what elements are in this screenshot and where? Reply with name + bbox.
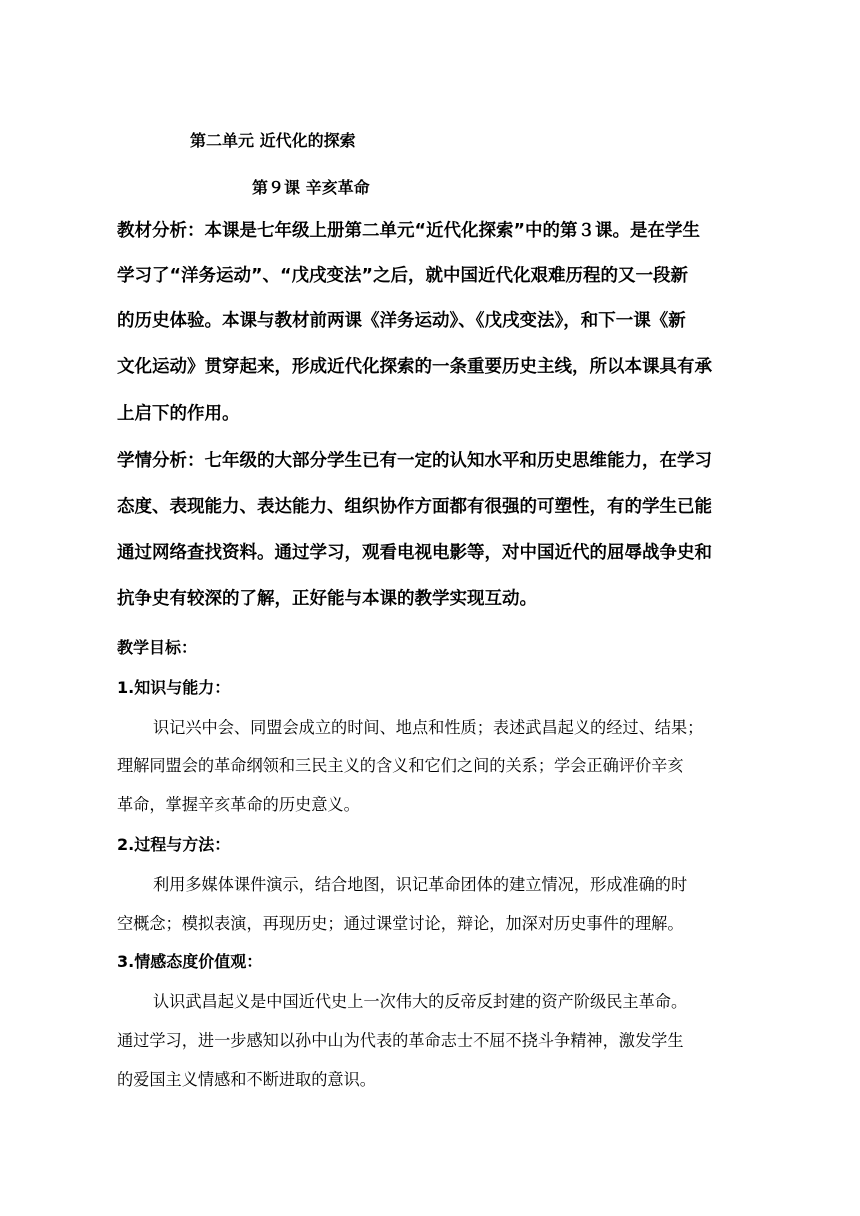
textbook-analysis-line: 教材分析：本课是七年级上册第二单元“近代化探索”中的第３课。是在学生 [117, 221, 701, 241]
textbook-analysis-line: 的历史体验。本课与教材前两课《洋务运动》、《戊戌变法》，和下一课《新 [117, 311, 686, 331]
lesson-title: 第９课 辛亥革命 [252, 178, 370, 197]
textbook-analysis-line: 上启下的作用。 [117, 404, 240, 424]
goal-section-line: 通过学习，进一步感知以孙中山为代表的革命志士不屈不挠斗争精神，激发学生 [117, 1031, 684, 1050]
learner-analysis-line: 抗争史有较深的了解，正好能与本课的教学实现互动。 [117, 589, 537, 609]
goal-section-line: 理解同盟会的革命纲领和三民主义的含义和它们之间的关系；学会正确评价辛亥 [117, 756, 684, 775]
unit-title: 第二单元 近代化的探索 [190, 131, 356, 150]
goal-section-line: 利用多媒体课件演示，结合地图，识记革命团体的建立情况，形成准确的时 [153, 875, 688, 894]
goal-section-line: 革命，掌握辛亥革命的历史意义。 [117, 795, 360, 814]
goal-section-line: 的爱国主义情感和不断进取的意识。 [117, 1070, 376, 1089]
textbook-analysis-line: 学习了“洋务运动”、“戊戌变法”之后，就中国近代化艰难历程的又一段新 [117, 266, 689, 286]
textbook-analysis-line: 文化运动》贯穿起来，形成近代化探索的一条重要历史主线，所以本课具有承 [117, 357, 712, 377]
goal-section-line: 识记兴中会、同盟会成立的时间、地点和性质；表述武昌起义的经过、结果； [153, 718, 704, 737]
goal-section-line: 认识武昌起义是中国近代史上一次伟大的反帝反封建的资产阶级民主革命。 [153, 992, 688, 1011]
goal-section-heading: 1.知识与能力： [117, 678, 231, 697]
learner-analysis-line: 态度、表现能力、表达能力、组织协作方面都有很强的可塑性，有的学生已能 [117, 497, 712, 517]
goal-section-line: 空概念；模拟表演，再现历史；通过课堂讨论，辩论，加深对历史事件的理解。 [117, 914, 684, 933]
goal-section-heading: 2.过程与方法： [117, 835, 231, 854]
learner-analysis-line: 学情分析：七年级的大部分学生已有一定的认知水平和历史思维能力，在学习 [117, 451, 712, 471]
teaching-goals-heading: 教学目标： [117, 638, 198, 657]
learner-analysis-line: 通过网络查找资料。通过学习，观看电视电影等，对中国近代的屈辱战争史和 [117, 543, 712, 563]
goal-section-heading: 3.情感态度价值观： [117, 952, 263, 971]
